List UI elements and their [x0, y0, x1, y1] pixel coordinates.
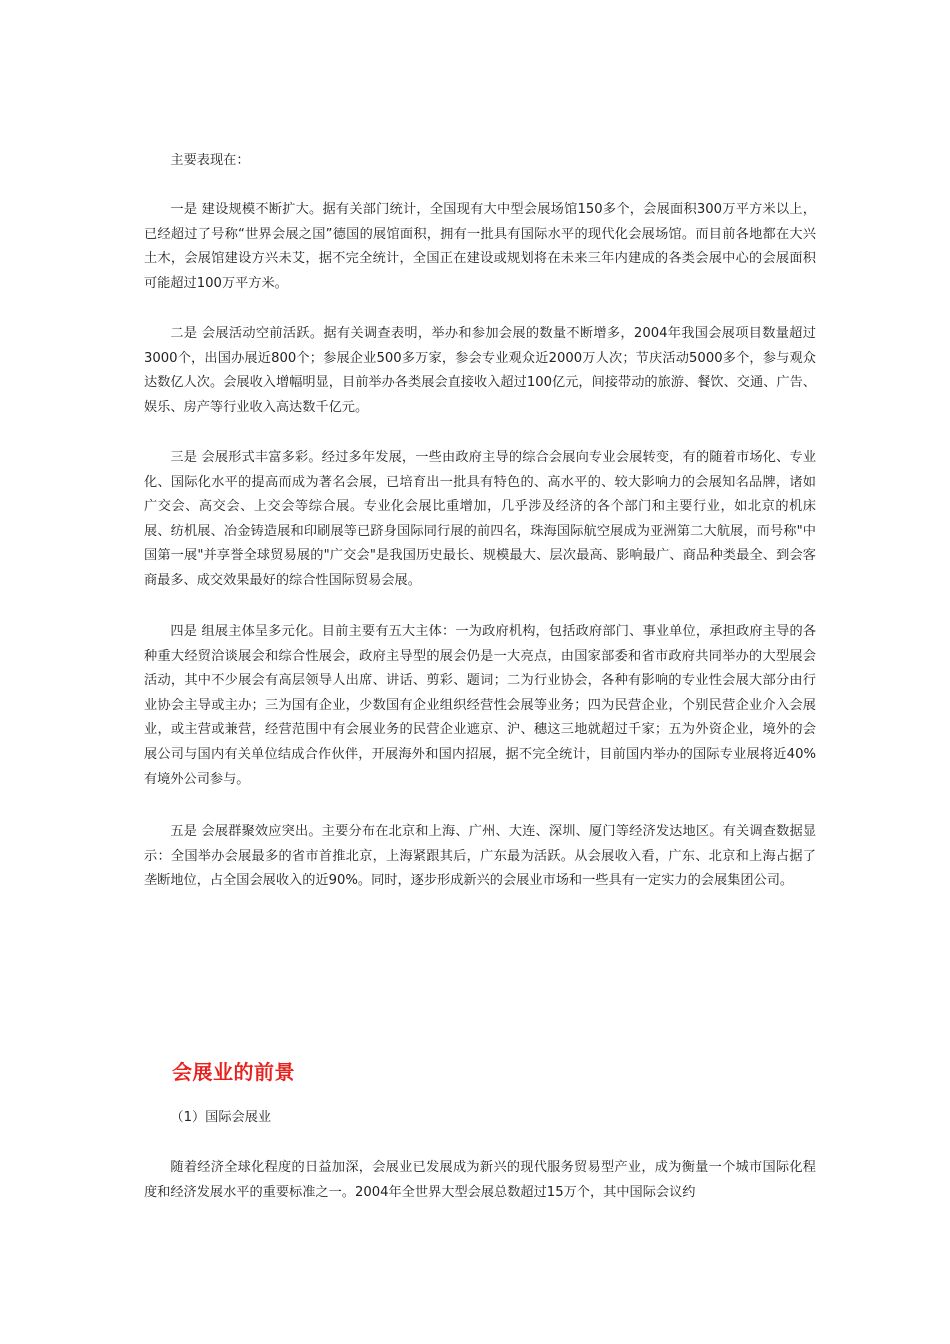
paragraph-international: 随着经济全球化程度的日益加深，会展业已发展成为新兴的现代服务贸易型产业，成为衡量一个城市国际化程度和经济发展水平的重要标准之一。2004年全世界大型会展总数超过15万个，其中国际会议约: [144, 1160, 816, 1200]
section-heading: 会展业的前景: [172, 1060, 295, 1084]
paragraph-clustering: 五是 会展群聚效应突出。主要分布在北京和上海、广州、大连、深圳、厦门等经济发达地区。有关调查数据显示：全国举办会展最多的省市首推北京，上海紧跟其后，广东最为活跃。从会展收入看，广东、北京和上海占据了垄断地位，占全国会展收入的近90%。同时，逐步形成新兴的会展业市场和一些具有一定实力的会展集团公司。: [144, 824, 817, 889]
intro-text: 主要表现在：: [170, 153, 250, 168]
paragraph-activity: 二是 会展活动空前活跃。据有关调查表明，举办和参加会展的数量不断增多，2004年我国会展项目数量超过 3000个，出国办展近800个；参展企业500多万家，参会专业观众近2000万人次；节庆活动5000多个，参与观众达数亿人次。会展收入增幅明显，目前举办各类展会直接收入超过100亿元，间接带动的旅游、餐饮、交通、广告、娱乐、房产等行业收入高达数千亿元。: [144, 326, 816, 415]
paragraph-forms: 三是 会展形式丰富多彩。经过多年发展，一些由政府主导的综合会展向专业会展转变，有的随着市场化、专业化、国际化水平的提高而成为著名会展，已培育出一批具有特色的、高水平的、较大影响力的会展知名品牌，诸如广交会、高交会、上交会等综合展。专业化会展比重增加，几乎涉及经济的各个部门和主要行业，如北京的机床展、纺机展、冶金铸造展和印刷展等已跻身国际同行展的前四名，珠海国际航空展成为亚洲第二大航展，而号称"中国第一展"并享誉全球贸易展的"广交会"是我国历史最长、规模最大、层次最高、影响最广、商品种类最全、到会客商最多、成交效果最好的综合性国际贸易会展。: [144, 450, 817, 588]
paragraph-scale: 一是 建设规模不断扩大。据有关部门统计，全国现有大中型会展场馆150多个，会展面积300万平方米以上，已经超过了号称“世界会展之国”德国的展馆面积，拥有一批具有国际水平的现代化会展场馆。而目前各地都在大兴土木，会展馆建设方兴未艾，据不完全统计，全国正在建设或规划将在未来三年内建成的各类会展中心的会展面积可能超过100万平方米。: [144, 202, 816, 291]
section-subheading: （1）国际会展业: [170, 1110, 272, 1125]
paragraph-organizers: 四是 组展主体呈多元化。目前主要有五大主体：一为政府机构，包括政府部门、事业单位，承担政府主导的各种重大经贸洽谈展会和综合性展会，政府主导型的展会仍是一大亮点，由国家部委和省市政府共同举办的大型展会活动，其中不少展会有高层领导人出席、讲话、剪彩、题词；二为行业协会，各种有影响的专业性会展大部分由行业协会主导或主办；三为国有企业，少数国有企业组织经营性会展等业务；四为民营企业，个别民营企业介入会展业，或主营或兼营，经营范围中有会展业务的民营企业遮京、沪、穗这三地就超过千家；五为外资企业，境外的会展公司与国内有关单位结成合作伙伴，开展海外和国内招展，据不完全统计，目前国内举办的国际专业展将近40%有境外公司参与。: [144, 624, 817, 787]
